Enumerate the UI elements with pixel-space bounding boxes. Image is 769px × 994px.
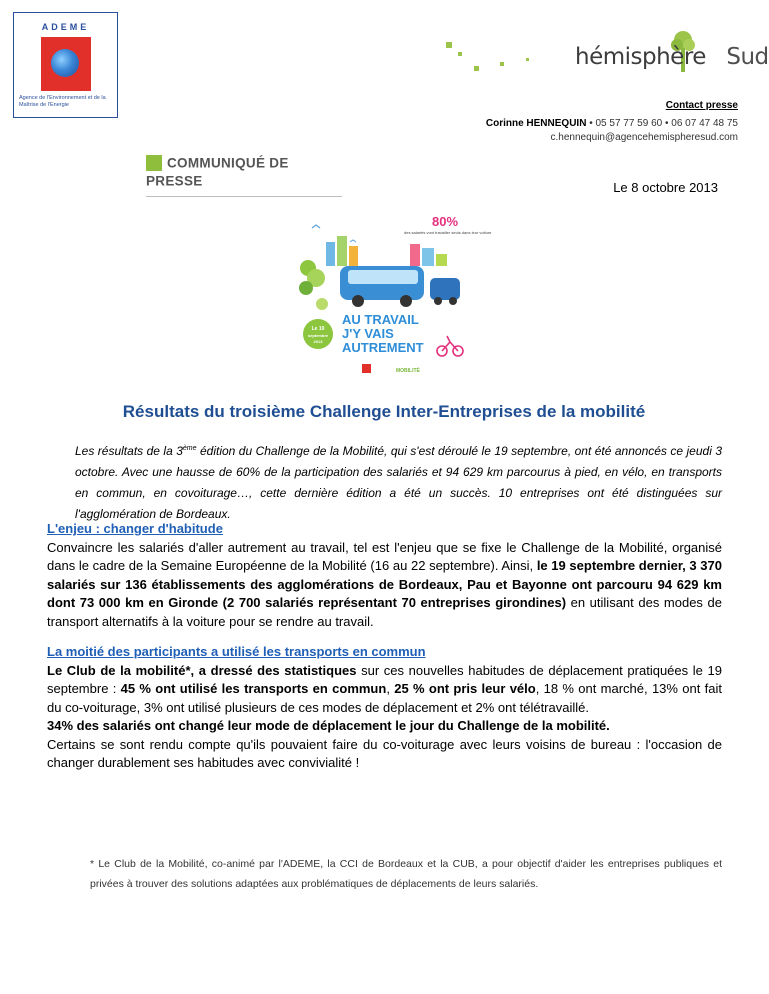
contact-email: c.hennequin@agencehemispheresud.com <box>550 132 738 143</box>
poster-percent-caption: des salariés vont travailler seuls dans leur voiture <box>404 230 492 235</box>
press-release-label: COMMUNIQUÉ DE PRESSE <box>146 155 289 189</box>
poster-slogan-2: J'Y VAIS <box>342 326 394 341</box>
section-challenge <box>47 520 722 631</box>
logo-dot <box>458 52 462 56</box>
release-date: Le 8 octobre 2013 <box>613 180 718 195</box>
contact-title: Contact presse <box>665 100 738 111</box>
agency-logo-text: hémisphère Sud <box>575 44 769 70</box>
globe-icon <box>51 49 79 77</box>
section-statistics <box>47 643 722 773</box>
ademe-logo-name: ADEME <box>41 22 90 32</box>
club-mobilite-label: MOBILITÉ <box>396 368 420 374</box>
intro-paragraph: Les résultats de la 3ème édition du Challenge de la Mobilité, qui s'est déroulé le 19 septembre, ont été annoncés ce jeudi 3 octobre. Avec une hausse de 60% de la participation des salariés et 94 629 km parcourus à pied, en vélo, en transports en commun, en covoiturage…, cette dernière édition a été un succès. 10 entreprises ont été distinguées sur l'agglomération de Bordeaux. <box>75 444 722 521</box>
building-shape <box>436 254 447 266</box>
contact-phone-line: Corinne HENNEQUIN • 05 57 77 59 60 • 06 07 47 48 75 <box>485 118 738 129</box>
campaign-poster <box>300 208 492 378</box>
poster-slogan-1: AU TRAVAIL <box>342 312 419 327</box>
section-highlight: 34% des salariés ont changé leur mode de déplacement le jour du Challenge de la mobilité. <box>47 718 610 733</box>
press-release-header <box>146 154 342 197</box>
poster-slogan-3: AUTREMENT <box>342 340 424 355</box>
building-shape <box>349 246 358 266</box>
building-shape <box>326 242 335 266</box>
green-square-icon <box>146 155 162 171</box>
logo-dot <box>446 42 452 48</box>
logo-dot <box>500 62 504 66</box>
svg-text:Le 19: Le 19 <box>311 326 325 332</box>
building-shape <box>337 236 347 266</box>
building-shape <box>410 244 420 266</box>
section-paragraph: Certains se sont rendu compte qu'ils pouvaient faire du co-voiturage avec leurs voisins de bureau : l'occasion de changer durablement ses habitudes avec convivialité ! <box>47 736 722 770</box>
car-shape <box>430 278 460 300</box>
section-title: L'enjeu : changer d'habitude <box>47 521 223 536</box>
footnote: * Le Club de la Mobilité, co-animé par l'ADEME, la CCI de Bordeaux et la CUB, a pour objectif d'aider les entreprises publiques et privées à trouver des solutions adaptées aux problématiques de déplacements de leurs salariés. <box>90 858 722 890</box>
building-shape <box>422 248 434 266</box>
section-paragraph: Convaincre les salariés d'aller autrement au travail, tel est l'enjeu que se fixe le Challenge de la Mobilité, organisé dans le cadre de la Semaine Européenne de la Mobilité (16 au 22 septembre). Ainsi, le 19 septembre dernier, 3 370 salariés sur 136 établissements des agglomérations de Bordeaux, Pau et Bayonne ont parcouru 94 629 km dont 73 000 km en Gironde (2 700 salariés représentant 70 entreprises girondines) en utilisant des modes de transport alternatifs à la voiture pour se rendre au travail. <box>47 539 722 629</box>
ademe-logo-square <box>41 37 91 91</box>
poster-percent: 80% <box>432 214 459 229</box>
svg-text:2013: 2013 <box>313 339 323 344</box>
svg-text:septembre: septembre <box>307 333 329 338</box>
section-paragraph: Le Club de la mobilité*, a dressé des statistiques sur ces nouvelles habitudes de déplacement pratiquées le 19 septembre : 45 % ont utilisé les transports en commun, 25 % ont pris leur vélo, 18 % ont marché, 13% ont fait du co-voiturage, 3% ont utilisé plusieurs de ces modes de déplacement et 2% ont télétravaillé. <box>47 662 722 715</box>
section-title: La moitié des participants a utilisé les transports en commun <box>47 644 426 659</box>
ademe-logo-subtitle: Agence de l'Environnement et de la Maîtrise de l'Energie <box>19 95 106 108</box>
agency-logo <box>440 30 769 90</box>
logo-dot <box>474 66 479 71</box>
ademe-mini-logo <box>362 364 371 373</box>
article-title: Résultats du troisième Challenge Inter-Entreprises de la mobilité <box>122 402 646 421</box>
ademe-logo <box>13 12 118 118</box>
logo-dot <box>526 58 529 61</box>
